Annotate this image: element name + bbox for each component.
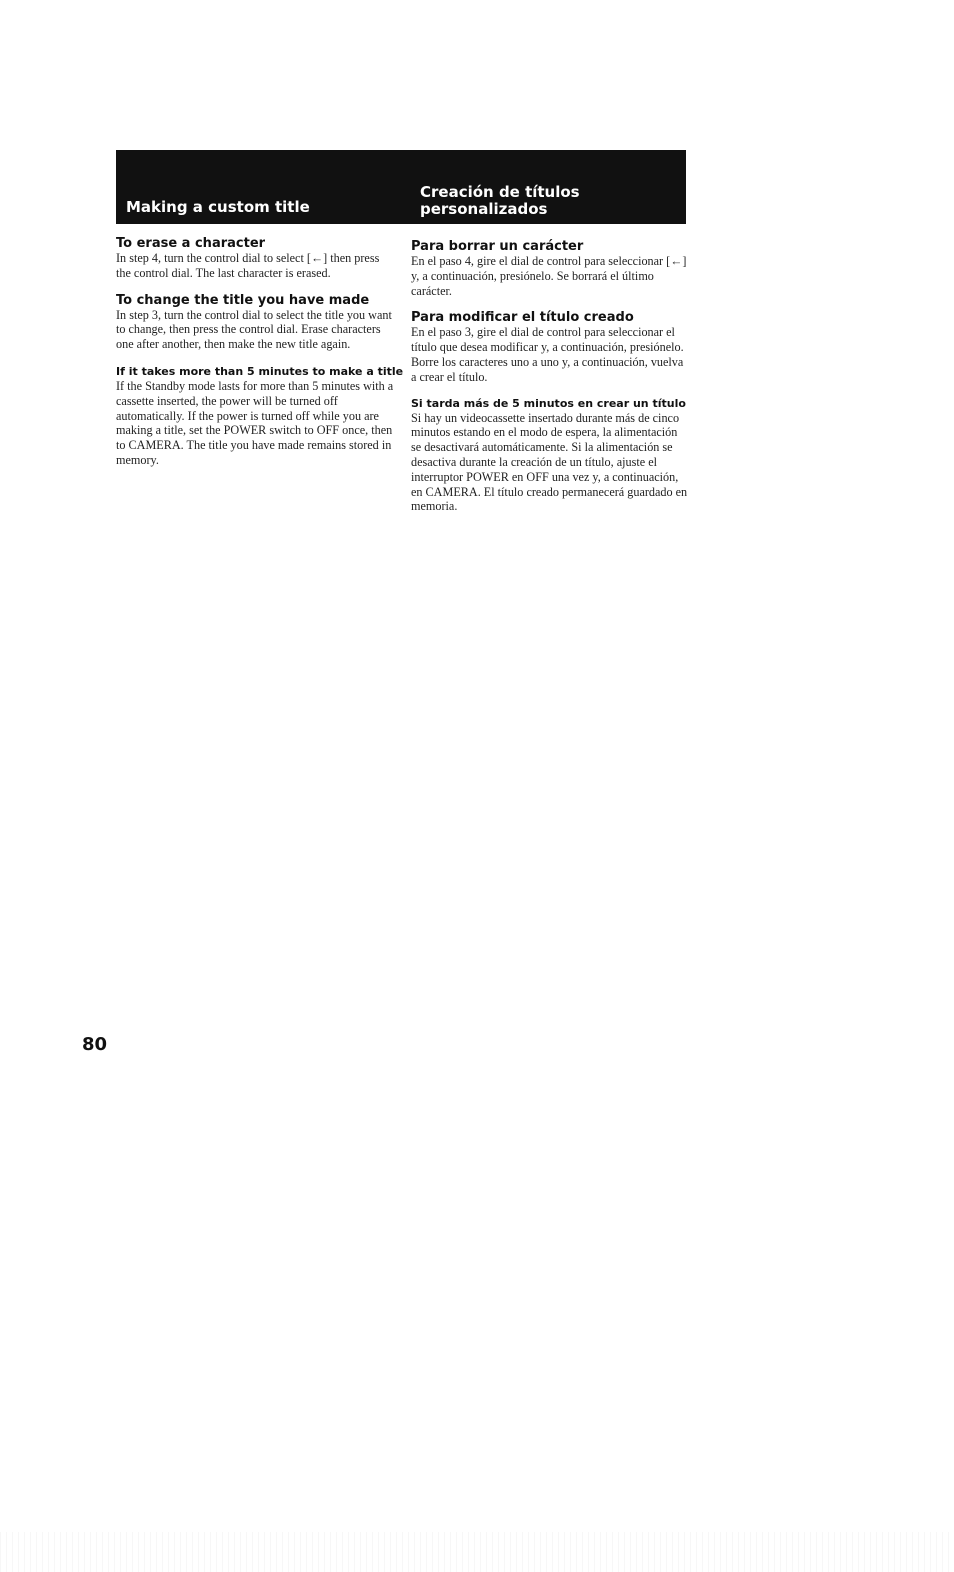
section-banner: [116, 150, 686, 224]
tiempo-nota-text: Si hay un videocassette insertado durante más de cinco minutos estando en el modo de espera, la alimentación se desactivará automáticamente. Si la alimentación se desactiva durante la creación de un título, ajuste el interruptor POWER en OFF una vez y, a continuación, en CAMERA. El título creado permanecerá guardado en memoria.: [411, 410, 688, 514]
tiempo-nota-heading: Si tarda más de 5 minutos en crear un título: [411, 396, 686, 410]
erase-character-section: [116, 236, 394, 281]
tiempo-nota-section: [411, 397, 689, 515]
timeout-note-heading: If it takes more than 5 minutes to make a title: [116, 364, 404, 378]
section-title-spanish: Creación de títulos personalizados: [420, 183, 580, 218]
timeout-note-text: If the Standby mode lasts for more than 5 minutes with a cassette inserted, the power will be turned off automatically. If the power is turned off while you are making a title, set the POWER switch to OFF once, then to CAMERA. The title you have made remains stored in memory.: [116, 378, 394, 467]
modificar-titulo-text: En el paso 3, gire el dial de control para seleccionar el título que desea modificar y, a continuación, presiónelo. Borre los caracteres uno a uno y, a continuación, vuelva a crear el título.: [411, 325, 684, 384]
change-title-heading: To change the title you have made: [116, 292, 370, 308]
borrar-caracter-heading: Para borrar un carácter: [411, 239, 584, 254]
spanish-column: [411, 239, 689, 526]
timeout-note-section: [116, 364, 404, 468]
borrar-caracter-section: [411, 239, 689, 298]
section-title-english: Making a custom title: [126, 198, 310, 216]
change-title-section: [116, 293, 394, 352]
english-column: [116, 236, 404, 480]
scan-edge-texture: [0, 1532, 954, 1572]
change-title-text: In step 3, turn the control dial to select the title you want to change, then press the control dial. Erase characters one after another, then make the new title again.: [116, 307, 392, 352]
modificar-titulo-section: [411, 310, 689, 384]
borrar-caracter-text: En el paso 4, gire el dial de control para seleccionar [←] y, a continuación, presiónelo. Se borrará el último carácter.: [411, 254, 687, 298]
page-number: 80: [82, 1034, 108, 1055]
erase-character-heading: To erase a character: [116, 236, 266, 251]
modificar-titulo-heading: Para modificar el título creado: [411, 310, 634, 326]
erase-character-text: In step 4, turn the control dial to select [←] then press the control dial. The last character is erased.: [116, 251, 380, 280]
